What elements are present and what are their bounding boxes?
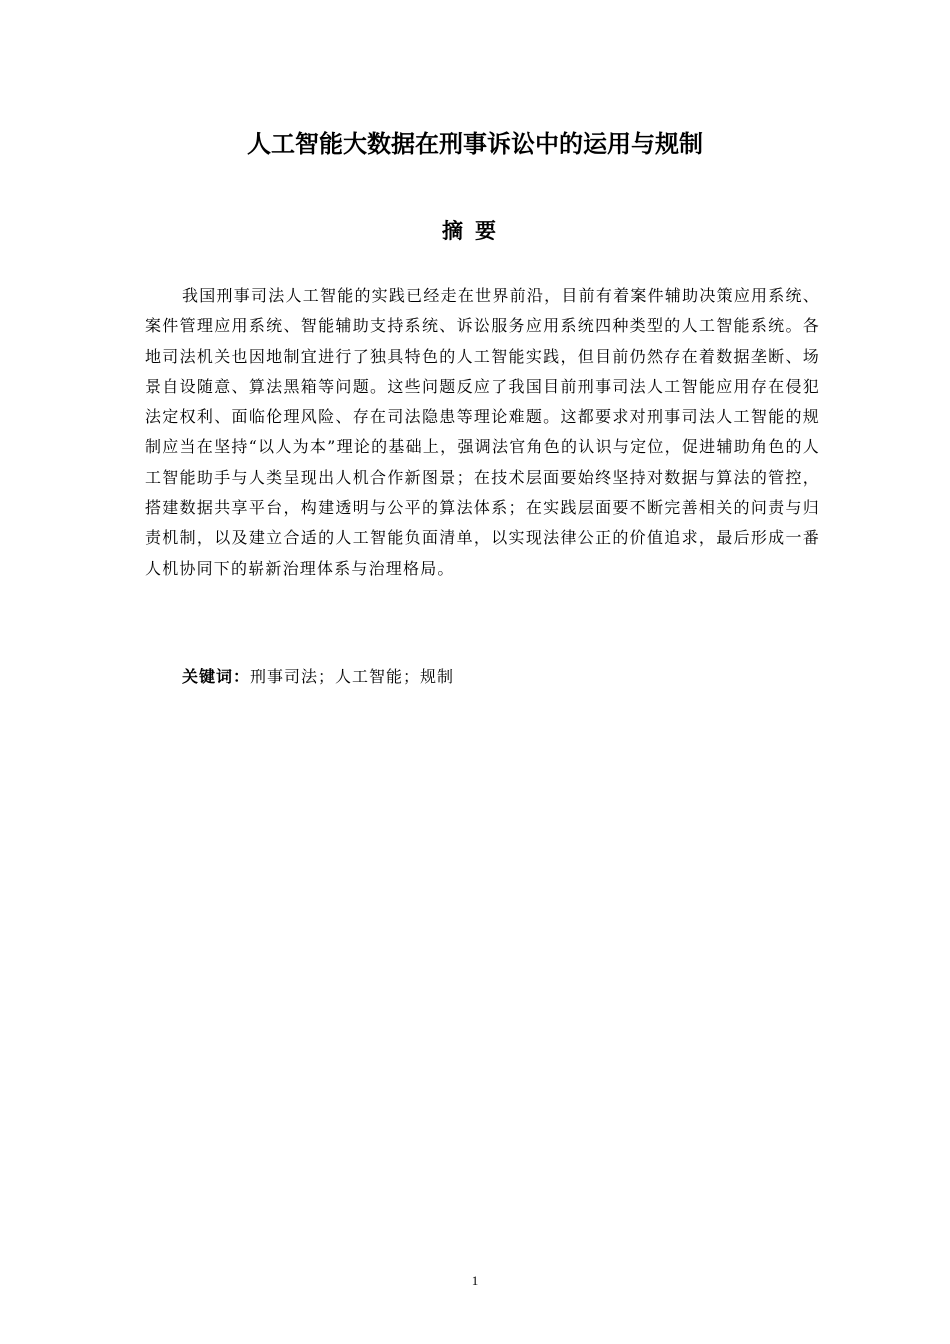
abstract-body: 我国刑事司法人工智能的实践已经走在世界前沿，目前有着案件辅助决策应用系统、案件管理应用系统、智能辅助支持系统、诉讼服务应用系统四种类型的人工智能系统。各地司法机关也因地制宜进行了独具特色的人工智能实践，但目前仍然存在着数据垄断、场景自设随意、算法黑箱等问题。这些问题反应了我国目前刑事司法人工智能应用存在侵犯法定权利、面临伦理风险、存在司法隐患等理论难题。这都要求对刑事司法人工智能的规制应当在坚持“以人为本”理论的基础上，强调法官角色的认识与定位，促进辅助角色的人工智能助手与人类呈现出人机合作新图景；在技术层面要始终坚持对数据与算法的管控，搭建数据共享平台，构建透明与公平的算法体系；在实践层面要不断完善相关的问责与归责机制，以及建立合适的人工智能负面清单，以实现法律公正的价值追求，最后形成一番人机协同下的崭新治理体系与治理格局。 [145,286,820,578]
page-number: 1 [471,1273,479,1288]
abstract-heading: 摘要 [442,219,508,243]
keywords-line [182,662,454,692]
document-title: 人工智能大数据在刑事诉讼中的运用与规制 [247,130,703,158]
keywords-label: 关键词： [182,667,251,686]
keywords-value: 刑事司法；人工智能；规制 [250,667,455,686]
